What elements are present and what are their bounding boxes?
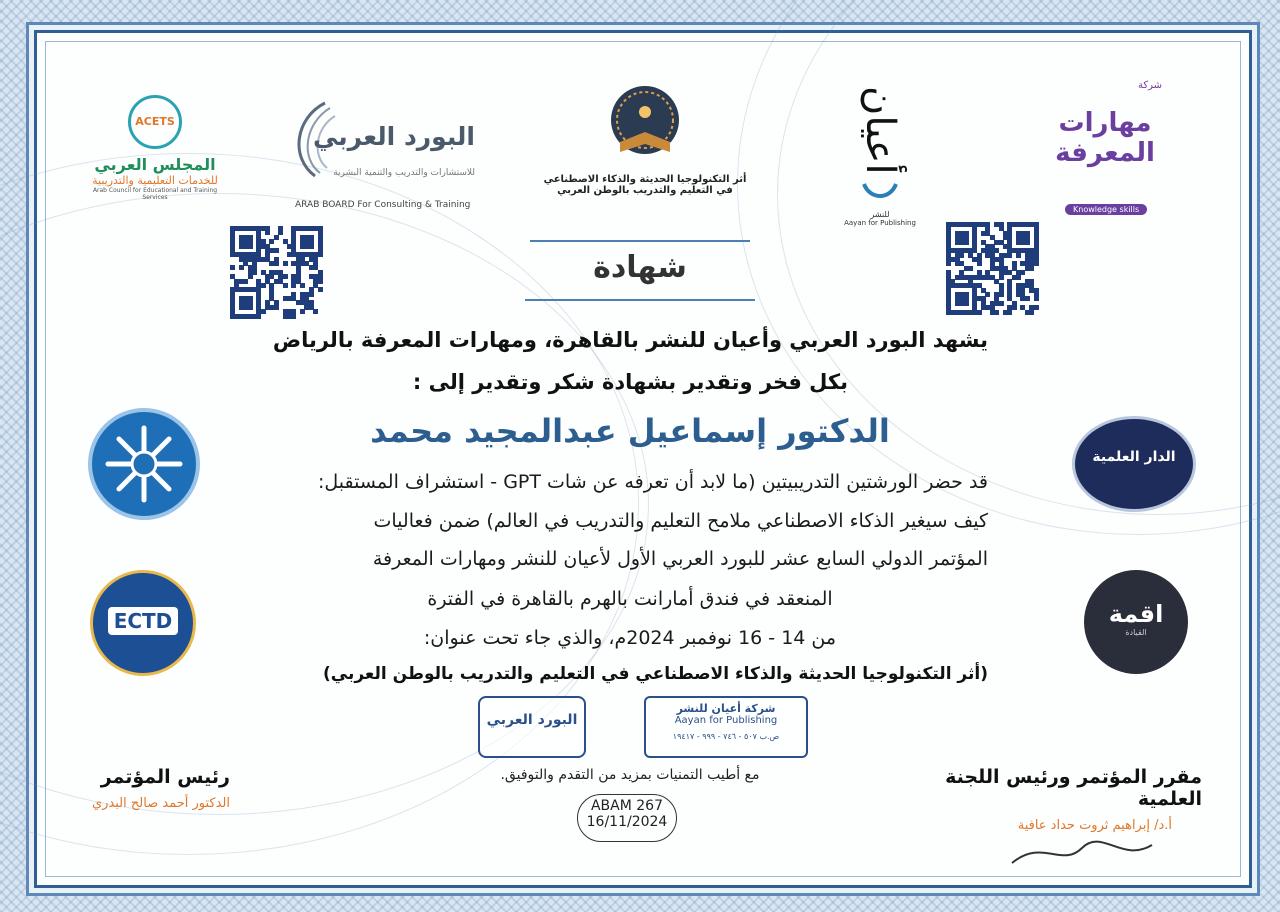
qr-module xyxy=(318,287,323,292)
qr-module xyxy=(274,235,279,240)
aayan-subtitle: للنشر xyxy=(870,210,890,219)
conference-emblem-line1: أثر التكنولوجيا الحديثة والذكاء الاصطناعي xyxy=(543,174,747,185)
conference-emblem-line2: في التعليم والتدريب بالوطن العربي xyxy=(557,185,733,196)
qr-module xyxy=(985,292,990,297)
qr-module xyxy=(964,301,969,306)
scientific-house-logo xyxy=(1072,416,1196,512)
ai-book-icon xyxy=(600,82,690,170)
acets-subtitle: للخدمات التعليمية والتدريبية xyxy=(92,174,218,187)
qr-module xyxy=(309,292,314,297)
qr-module xyxy=(291,283,296,288)
knowledge-english-badge: Knowledge skills xyxy=(1065,204,1147,215)
qr-module xyxy=(318,279,323,284)
ectd-logo xyxy=(90,570,196,676)
signature-right-block xyxy=(892,766,1202,877)
signature-right-scribble-icon xyxy=(1002,833,1162,873)
qr-module xyxy=(994,310,999,315)
serial-date-box xyxy=(577,794,677,842)
qr-module xyxy=(977,310,982,315)
title-ornament-bottom xyxy=(525,299,755,301)
conference-emblem xyxy=(540,82,750,222)
signature-right-name: أ.د/ إبراهيم ثروت حداد عافية xyxy=(1017,818,1172,833)
conference-title: (أثر التكنولوجيا الحديثة والذكاء الاصطناعي في التعليم والتدريب بالوطن العربي) xyxy=(323,664,988,684)
qr-module xyxy=(291,314,296,319)
arab-board-name: البورد العربي xyxy=(312,122,475,151)
signature-left-block xyxy=(70,766,230,811)
qr-module xyxy=(300,309,305,314)
qr-module xyxy=(1007,310,1012,315)
intro-line-2: بكل فخر وتقدير بشهادة شكر وتقدير إلى : xyxy=(412,370,848,394)
stamp-aayan-address: ص.ب ٥٠٧ - ٧٤٦ - ٩٩٩ - ١٩٤١٧ xyxy=(672,732,780,741)
knowledge-skills-logo xyxy=(1040,80,1170,220)
qr-module xyxy=(248,274,253,279)
acets-badge: ACETS xyxy=(128,95,182,149)
knowledge-name: مهارات المعرفة xyxy=(1055,108,1155,168)
qr-module xyxy=(248,305,253,310)
arab-board-english: ARAB BOARD For Consulting & Training xyxy=(295,200,471,210)
qr-module xyxy=(1016,253,1021,258)
scientific-house-text: الدار العلمية xyxy=(1092,449,1176,465)
qr-module xyxy=(278,230,283,235)
leadership-logo xyxy=(1084,570,1188,674)
qr-module xyxy=(999,292,1004,297)
qr-module xyxy=(1034,305,1039,310)
aayan-english: Aayan for Publishing xyxy=(844,219,916,227)
arab-board-subtitle: للاستشارات والتدريب والتنمية البشرية xyxy=(333,168,475,178)
qr-module xyxy=(283,283,288,288)
qr-module xyxy=(261,283,266,288)
qr-module xyxy=(300,283,305,288)
acets-name: المجلس العربي xyxy=(94,155,216,174)
leadership-text: اقمة xyxy=(1108,600,1164,628)
qr-module xyxy=(274,305,279,310)
qr-module xyxy=(1034,296,1039,301)
body-line-1: قد حضر الورشتين التدريبيتين (ما لابد أن تعرفه عن شات GPT - استشراف المستقبل: xyxy=(318,471,988,493)
qr-module xyxy=(283,274,288,279)
certificate-title: شهادة xyxy=(593,250,687,285)
stamp-aayan-english: Aayan for Publishing xyxy=(674,715,778,726)
signature-left-role: رئيس المؤتمر xyxy=(100,766,230,788)
leadership-sub: القيادة xyxy=(1125,628,1147,637)
arab-board-logo xyxy=(285,98,475,216)
qr-module xyxy=(1025,240,1030,245)
qr-module xyxy=(261,309,266,314)
qr-module xyxy=(256,314,261,319)
hands-icon xyxy=(860,180,900,206)
body-line-2: كيف سيغير الذكاء الاصطناعي ملامح التعليم والتدريب في العالم) ضمن فعاليات xyxy=(373,510,988,532)
qr-module xyxy=(243,279,248,284)
qr-module xyxy=(248,244,253,249)
qr-module xyxy=(999,301,1004,306)
qr-module xyxy=(968,266,973,271)
qr-module xyxy=(230,265,235,270)
closing-line: مع أطيب التمنيات بمزيد من التقدم والتوفيق. xyxy=(500,767,760,783)
knowledge-prefix: شركة xyxy=(1137,80,1162,91)
qr-module xyxy=(999,275,1004,280)
qr-module xyxy=(252,270,257,275)
qr-module xyxy=(1016,275,1021,280)
title-ornament-top xyxy=(530,240,750,242)
qr-module xyxy=(274,261,279,266)
qr-module xyxy=(269,239,274,244)
stamp-aayan-name: شركة أعيان للنشر xyxy=(676,702,776,715)
signature-left-name: الدكتور أحمد صالح البدري xyxy=(91,796,230,811)
qr-code-right xyxy=(946,222,1038,314)
body-line-3: المؤتمر الدولي السابع عشر للبورد العربي الأول لأعيان للنشر ومهارات المعرفة xyxy=(372,548,988,570)
body-line-5: من 14 - 16 نوفمبر 2024م، والذي جاء تحت عنوان: xyxy=(423,627,837,649)
body-line-4: المنعقد في فندق أمارانت بالهرم بالقاهرة في الفترة xyxy=(427,588,833,610)
snowflake-icon xyxy=(92,412,196,516)
qr-module xyxy=(1020,270,1025,275)
certificate-date: 16/11/2024 xyxy=(586,814,668,830)
qr-module xyxy=(309,244,314,249)
qr-module xyxy=(1007,253,1012,258)
acets-english: Arab Council for Educational and Training Services xyxy=(92,187,218,201)
qr-module xyxy=(1029,266,1034,271)
aayan-stamp xyxy=(644,696,808,758)
aayan-logo xyxy=(835,80,925,240)
qr-module xyxy=(959,253,964,258)
qr-module xyxy=(274,248,279,253)
qr-module xyxy=(265,230,270,235)
qr-module xyxy=(946,261,951,266)
qr-module xyxy=(1029,310,1034,315)
recipient-name: الدكتور إسماعيل عبدالمجيد محمد xyxy=(370,412,890,450)
snowflake-logo xyxy=(88,408,200,520)
qr-module xyxy=(1025,296,1030,301)
qr-module xyxy=(283,261,288,266)
qr-module xyxy=(239,265,244,270)
serial-number: ABAM 267 xyxy=(590,798,663,814)
qr-module xyxy=(318,252,323,257)
arab-board-stamp xyxy=(478,696,586,758)
acets-logo xyxy=(80,95,230,215)
signature-right-role: مقرر المؤتمر ورئيس اللجنة العلمية xyxy=(945,766,1202,810)
aayan-name: أعيان xyxy=(857,85,903,175)
stamp-arab-board-name: البورد العربي xyxy=(486,712,578,728)
qr-code-left xyxy=(230,226,322,318)
qr-module xyxy=(977,261,982,266)
qr-module xyxy=(1034,261,1039,266)
qr-module xyxy=(313,309,318,314)
intro-line-1: يشهد البورد العربي وأعيان للنشر بالقاهرة، ومهارات المعرفة بالرياض xyxy=(272,328,988,352)
ectd-text: ECTD xyxy=(108,607,179,635)
qr-module xyxy=(1012,305,1017,310)
qr-module xyxy=(964,240,969,245)
